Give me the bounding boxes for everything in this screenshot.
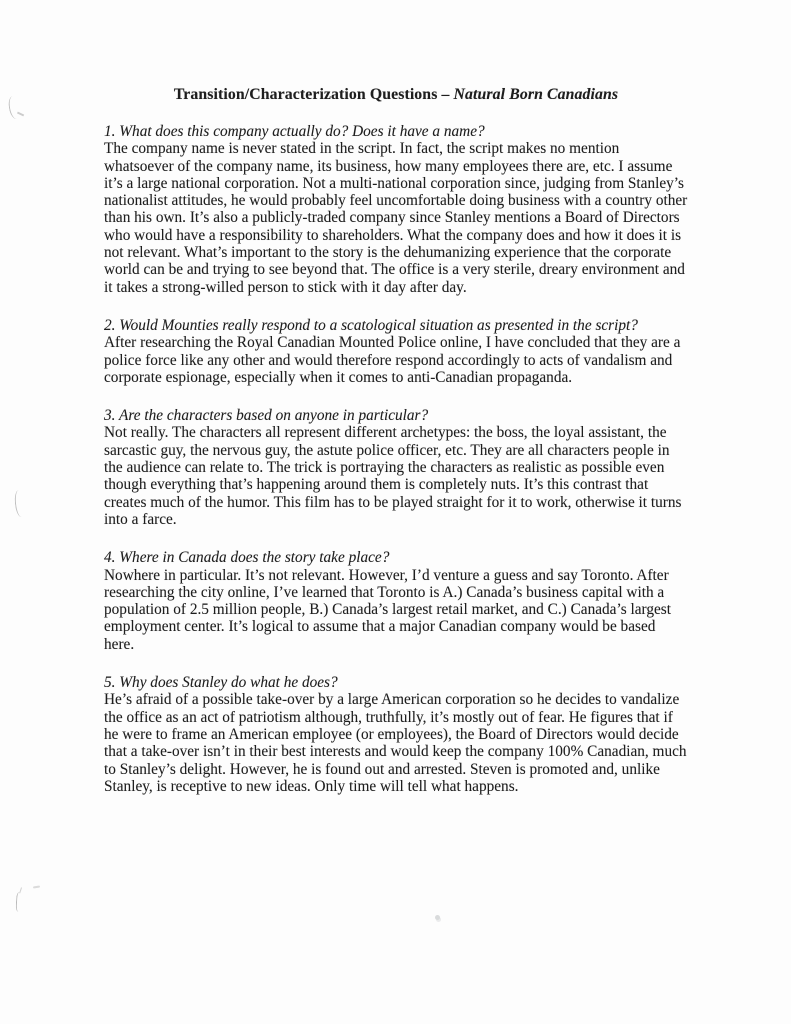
- pen-mark-mid-left: [14, 490, 27, 518]
- qa-section-4: [104, 549, 688, 653]
- question-5: 5. Why does Stanley do what he does?: [104, 674, 338, 692]
- qa-section-2: [104, 317, 688, 386]
- question-3: 3. Are the characters based on anyone in particular?: [104, 407, 429, 425]
- pen-stroke: [15, 892, 22, 912]
- pen-stroke: [33, 886, 40, 889]
- qa-section-1: [104, 123, 688, 296]
- qa-section-5: [104, 674, 688, 795]
- question-4: 4. Where in Canada does the story take place?: [104, 549, 390, 567]
- answer-1: The company name is never stated in the script. In fact, the script makes no mention whatsoever of the company name, its business, how many employees there are, etc. I assume it’s a large national corporation. Not a multi-national corporation since, judging from Stanley’s nationalist attitudes, he would probably feel uncomfortable doing business with a country other than his own. It’s also a publicly-traded company since Stanley mentions a Board of Directors who would have a responsibility to shareholders. What the company does and how it does it is not relevant. What’s important to the story is the dehumanizing experience that the corporate world can be and trying to see beyond that. The office is a very sterile, dreary environment and it takes a strong-willed person to stick with it day after day.: [104, 140, 688, 296]
- qa-section-3: [104, 407, 688, 528]
- pen-stroke: [19, 887, 26, 894]
- answer-5: He’s afraid of a possible take-over by a large American corporation so he decides to vandalize the office as an act of patriotism although, truthfully, it’s mostly out of fear. He figures that if he were to frame an American employee (or employees), the Board of Directors would decide that a take-over isn’t in their best interests and would keep the company 100% Canadian, much to Stanley’s delight. However, he is found out and arrested. Steven is promoted and, unlike Stanley, is receptive to new ideas. Only time will tell what happens.: [104, 691, 687, 795]
- title-film-name: Natural Born Canadians: [453, 86, 619, 103]
- question-2: 2. Would Mounties really respond to a scatological situation as presented in the script?: [104, 316, 638, 334]
- pen-mark-bottom-left: [14, 886, 44, 920]
- answer-4: Nowhere in particular. It’s not relevant. However, I’d venture a guess and say Toronto. After researching the city online, I’ve learned that Toronto is A.) Canada’s business capital with a population of 2.5 million people, B.) Canada’s largest retail market, and C.) Canada’s largest employment center. It’s logical to assume that a major Canadian company would be based here.: [104, 566, 671, 653]
- document-body: [104, 86, 688, 816]
- question-1: 1. What does this company actually do? Does it have a name?: [104, 123, 485, 140]
- answer-3: Not really. The characters all represent different archetypes: the boss, the loyal assistant, the sarcastic guy, the nervous guy, the astute police officer, etc. They are all characters people in the audience can relate to. The trick is portraying the characters as realistic as possible even though everything that’s happening around them is completely nuts. It’s this contrast that creates much of the humor. This film has to be played straight for it to work, otherwise it turns into a farce.: [104, 424, 682, 528]
- scan-speck: [435, 915, 440, 920]
- title-main-text: Transition/Characterization Questions –: [173, 86, 454, 103]
- page-title: [104, 86, 688, 104]
- answer-2: After researching the Royal Canadian Mounted Police online, I have concluded that they are a police force like any other and would therefore respond accordingly to acts of vandalism and corporate espionage, especially when it comes to anti-Canadian propaganda.: [104, 334, 681, 386]
- pen-mark-top-left: [7, 95, 22, 120]
